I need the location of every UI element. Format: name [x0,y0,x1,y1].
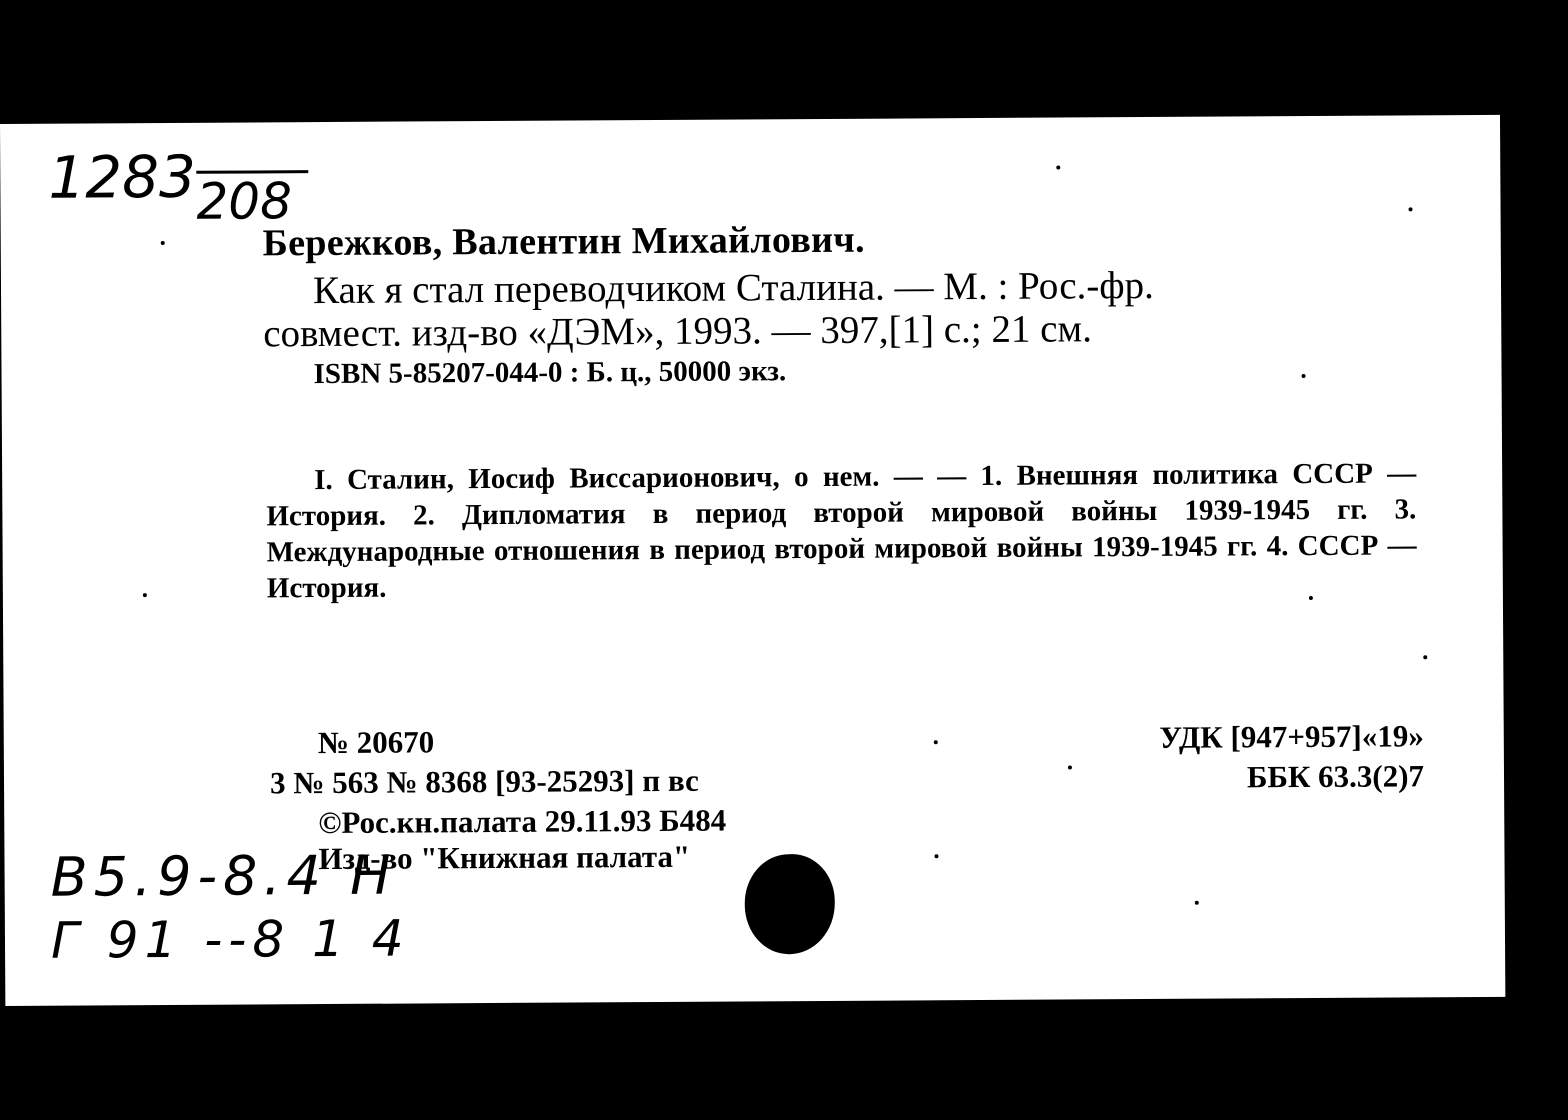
title-line-1: Как я стал переводчиком Сталина. — М. : Рос.-фр. [312,263,1154,313]
isbn-line: ISBN 5-85207-044-0 : Б. ц., 50000 экз. [313,355,787,391]
speck [1423,655,1427,659]
publisher-line: Изд-во "Книжная палата" [318,838,691,877]
handwritten-call-denominator: 208 [196,172,293,231]
handwritten-call-number: 1283 [48,142,197,212]
speck [1302,374,1306,378]
subject-headings: I. Сталин, Иосиф Виссарионович, о нем. — — 1. Внешняя политика СССР — История. 2. Дипломатия в период второй мировой войны 1939-1945 гг. 3. Международные отношения в период второй мировой войны 1939-1945 гг. 4. СССР — История. [266,457,1417,605]
record-number: № 20670 [317,724,435,761]
ink-blot [744,854,835,955]
speck [143,593,147,597]
speck [934,854,938,858]
registration-line: 3 № 563 № 8368 [93-25293] п вс [269,762,699,801]
speck [1068,765,1072,769]
speck [1309,596,1313,600]
title-line-2: совмест. изд-во «ДЭМ», 1993. — 397,[1] с.; 21 см. [263,307,1093,356]
speck [1195,901,1199,905]
author-heading: Бережков, Валентин Михайлович. [262,218,865,265]
handwritten-shelf-mark-2: Г 91 --8 1 4 [50,909,410,970]
speck [161,241,165,245]
handwritten-shelf-mark-1: B5.9-8.4 H [50,843,397,909]
speck [1056,166,1060,170]
speck [1409,207,1413,211]
bbk-code: ББК 63.3(2)7 [1246,758,1425,795]
catalog-card [0,115,1505,1006]
udk-code: УДК [947+957]«19» [1159,718,1424,755]
copyright-line: ©Рос.кн.палата 29.11.93 Б484 [318,802,727,841]
speck [934,740,938,744]
